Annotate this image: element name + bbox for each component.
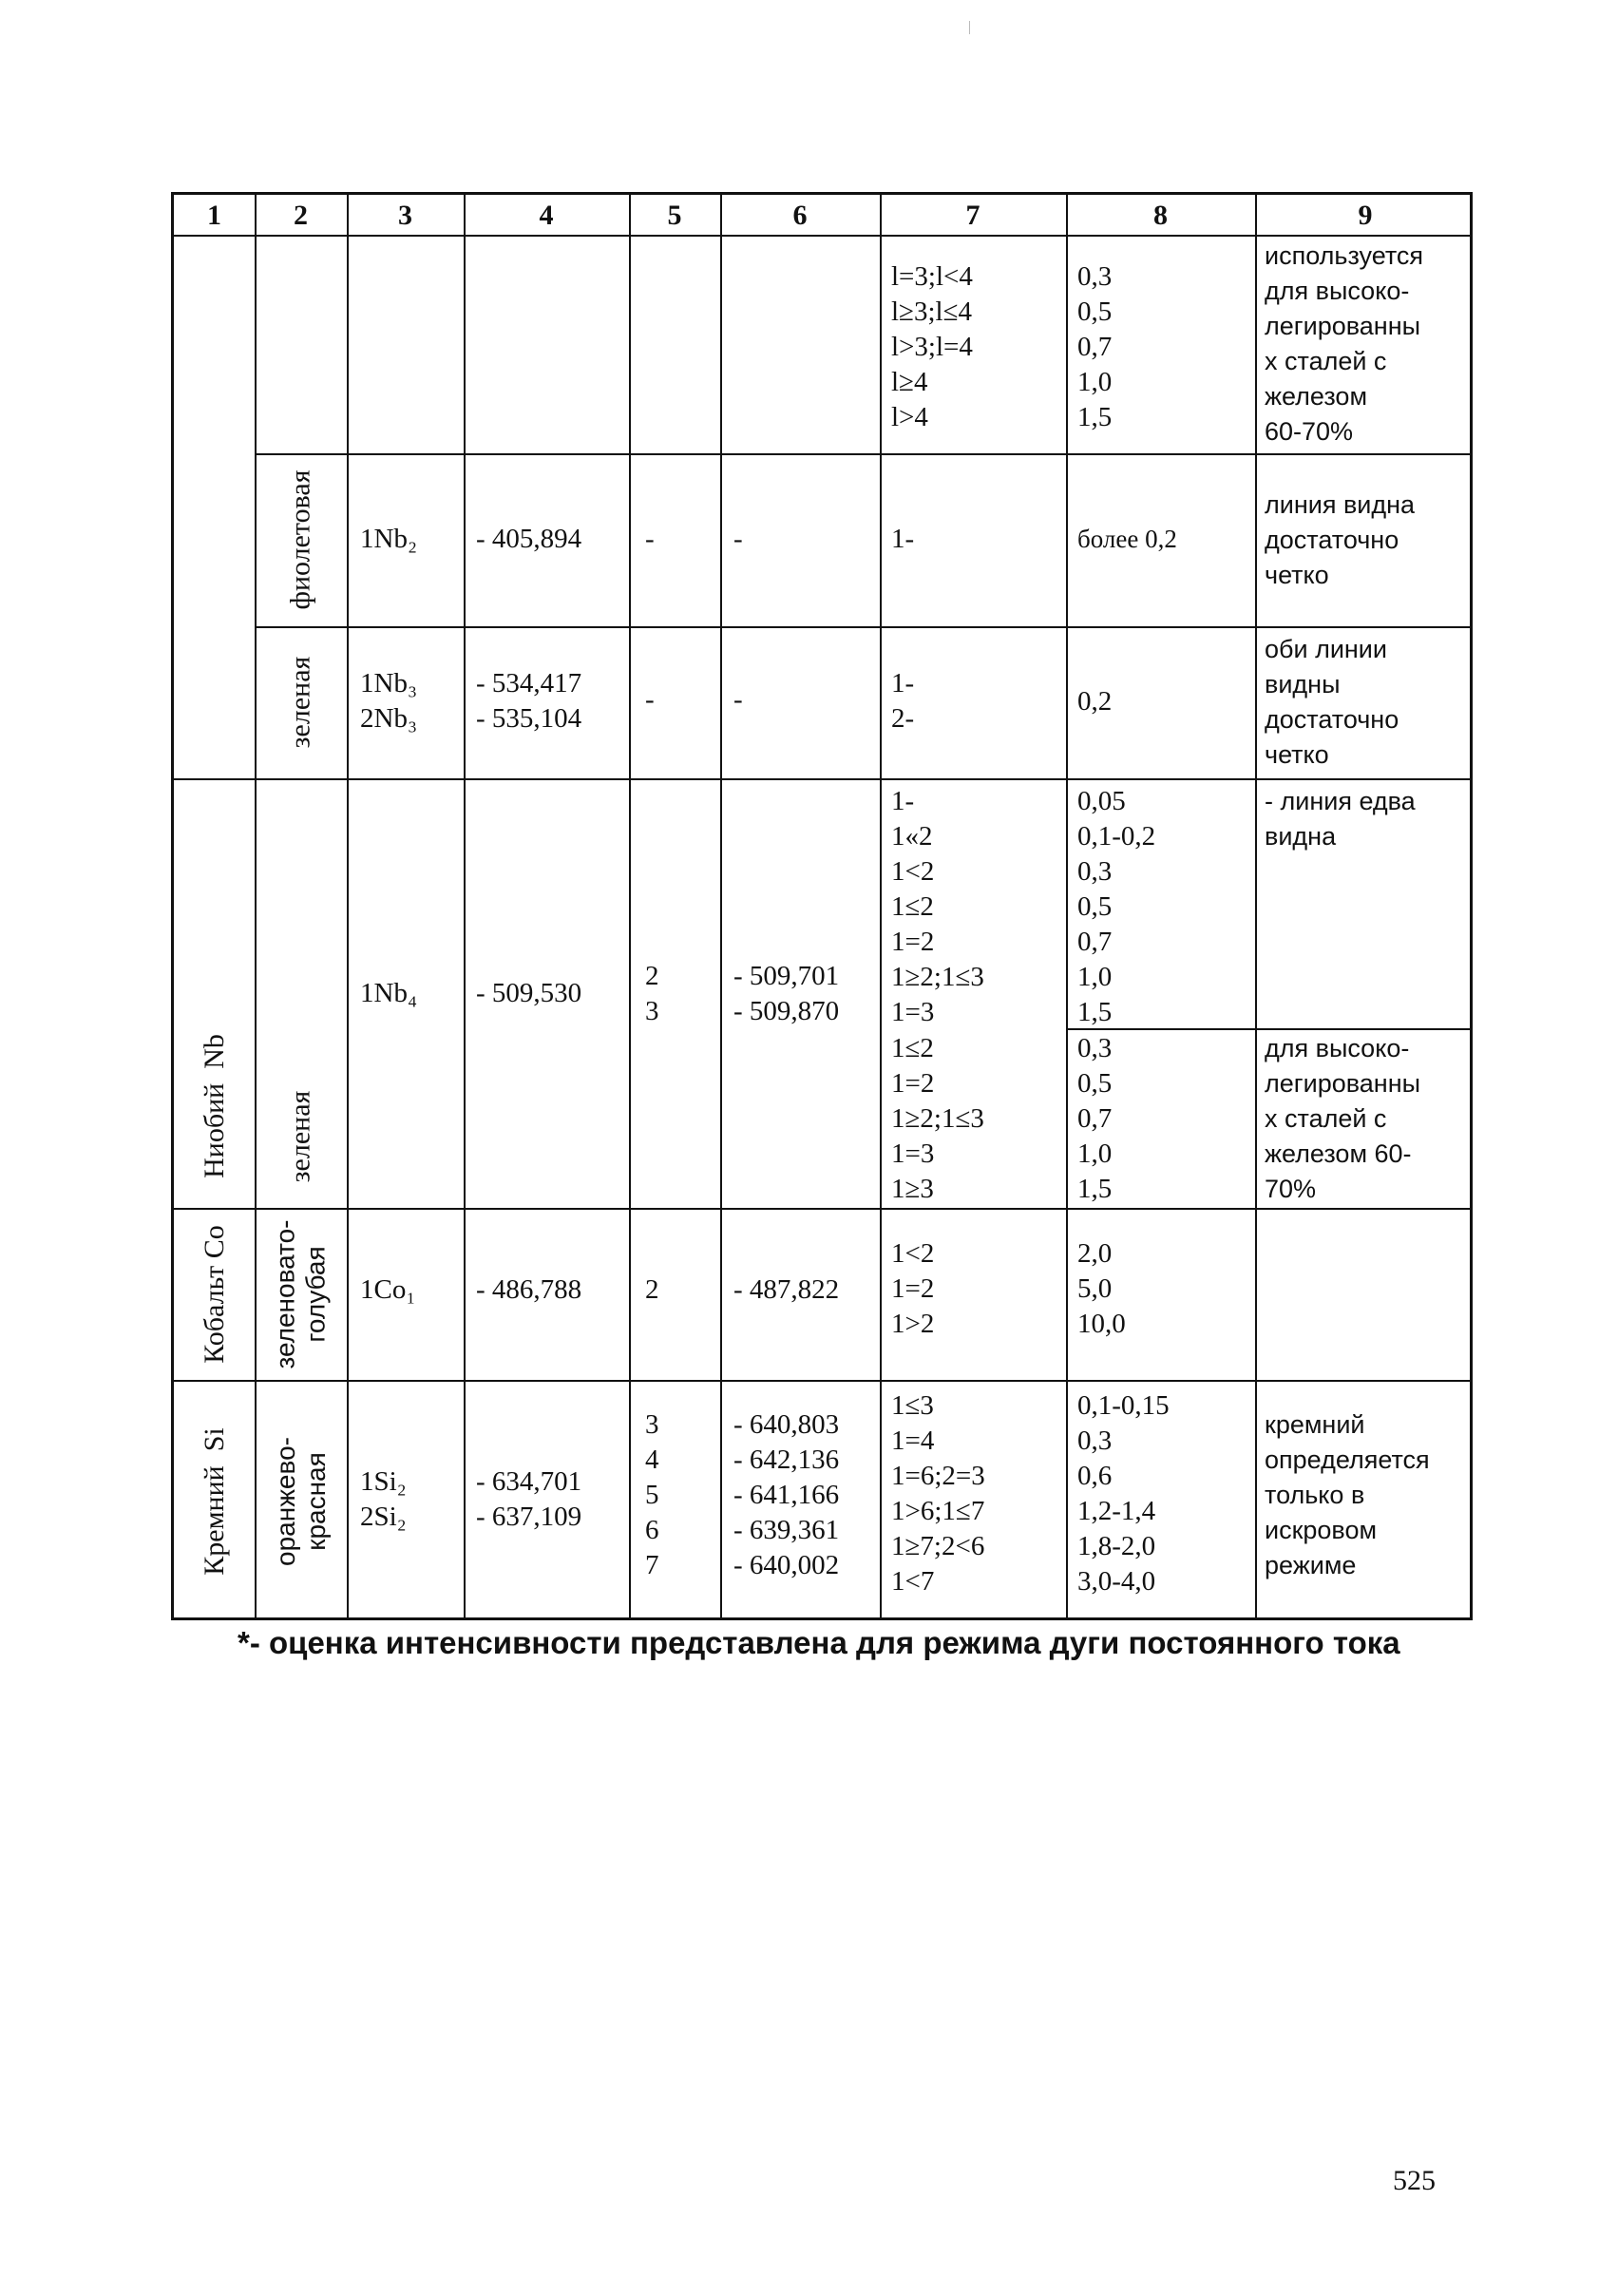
order-cell: 3 4 5 6 7 xyxy=(645,1409,659,1580)
line-label-cell: 1Nb₄ xyxy=(360,978,418,1008)
element-cell: Ниобий Nb xyxy=(198,1034,230,1178)
order-cell: - xyxy=(645,524,655,554)
header-cell-7: 7 xyxy=(965,200,980,231)
col-divider xyxy=(1066,195,1068,1617)
row-divider xyxy=(174,778,1473,780)
row-divider xyxy=(174,1380,1473,1382)
concentration-cell: 0,1-0,15 0,3 0,6 1,2-1,4 1,8-2,0 3,0-4,0 xyxy=(1077,1390,1170,1597)
color-cell: оранжево- красная xyxy=(270,1437,331,1566)
concentration-cell: 0,2 xyxy=(1077,686,1113,717)
col-divider xyxy=(629,195,631,1617)
table-footnote: *- оценка интенсивности представлена для режима дуги постоянного тока xyxy=(238,1625,1400,1660)
note-cell: линия видна достаточно четко xyxy=(1265,490,1416,589)
note-cell: оби линии видны достаточно четко xyxy=(1265,635,1399,769)
note-cell: используется для высоко- легированны х сталей с железом 60-70% xyxy=(1265,241,1424,446)
row-divider xyxy=(255,626,1473,628)
wavelength-cell: - 534,417 - 535,104 xyxy=(476,668,582,734)
row-divider xyxy=(174,1208,1473,1210)
order-cell: 2 xyxy=(645,1274,659,1305)
color-cell: зеленая xyxy=(284,1090,316,1183)
concentration-cell: 2,0 5,0 10,0 xyxy=(1077,1238,1126,1339)
col-divider xyxy=(464,195,466,1617)
comparison-line-cell: - 487,822 xyxy=(733,1274,840,1305)
col-divider xyxy=(720,195,722,1617)
header-cell-4: 4 xyxy=(539,200,554,231)
element-cell: Кремний Si xyxy=(198,1427,230,1576)
spectral-lines-table xyxy=(171,192,1473,1620)
col-divider xyxy=(1255,195,1257,1617)
line-label-cell: 1Co₁ xyxy=(360,1274,416,1305)
element-cell: Кобальт Co xyxy=(198,1224,230,1364)
color-cell: зеленовато- голубая xyxy=(270,1218,331,1369)
concentration-cell: 0,05 0,1-0,2 0,3 0,5 0,7 1,0 1,5 xyxy=(1077,786,1156,1027)
intensity-cell: l=3;l<4 l≥3;l≤4 l>3;l=4 l≥4 l>4 xyxy=(891,261,973,432)
intensity-cell: 1≤3 1=4 1=6;2=3 1>6;1≤7 1≥7;2<6 1<7 xyxy=(891,1390,985,1597)
comparison-line-cell: - xyxy=(733,524,743,554)
row-divider xyxy=(255,453,1473,455)
order-cell: - xyxy=(645,684,655,715)
wavelength-cell: - 634,701 - 637,109 xyxy=(476,1466,582,1532)
wavelength-cell: - 405,894 xyxy=(476,524,582,554)
comparison-line-cell: - 509,701 - 509,870 xyxy=(733,961,840,1026)
note-cell: - линия едва видна xyxy=(1265,787,1416,851)
header-cell-3: 3 xyxy=(398,200,412,231)
wavelength-cell: - 486,788 xyxy=(476,1274,582,1305)
header-cell-9: 9 xyxy=(1358,200,1373,231)
intensity-cell: 1<2 1=2 1>2 xyxy=(891,1238,935,1339)
line-label-cell: 1Nb₃ 2Nb₃ xyxy=(360,668,418,734)
header-cell-5: 5 xyxy=(667,200,682,231)
line-label-cell: 1Nb₂ xyxy=(360,524,418,554)
intensity-cell: 1≤2 1=2 1≥2;1≤3 1=3 1≥3 xyxy=(891,1033,984,1204)
scan-mark xyxy=(969,21,970,34)
comparison-line-cell: - 640,803 - 642,136 - 641,166 - 639,361 - 640,002 xyxy=(733,1409,840,1580)
intensity-cell: 1- xyxy=(891,524,915,554)
concentration-cell: более 0,2 xyxy=(1077,525,1177,553)
comparison-line-cell: - xyxy=(733,684,743,715)
col-divider xyxy=(347,195,349,1617)
wavelength-cell: - 509,530 xyxy=(476,978,582,1008)
header-cell-2: 2 xyxy=(294,200,308,231)
note-cell: кремний определяется только в искровом режиме xyxy=(1265,1410,1430,1579)
intensity-cell: 1- 1«2 1<2 1≤2 1=2 1≥2;1≤3 1=3 xyxy=(891,786,984,1027)
concentration-cell: 0,3 0,5 0,7 1,0 1,5 xyxy=(1077,261,1113,432)
note-cell: для высоко- легированны х сталей с железом 60- 70% xyxy=(1265,1034,1421,1203)
concentration-cell: 0,3 0,5 0,7 1,0 1,5 xyxy=(1077,1033,1113,1204)
page-number: 525 xyxy=(1393,2165,1436,2196)
header-cell-1: 1 xyxy=(207,200,221,231)
intensity-cell: 1- 2- xyxy=(891,668,915,734)
line-label-cell: 1Si₂ 2Si₂ xyxy=(360,1466,407,1532)
header-cell-6: 6 xyxy=(792,200,808,231)
order-cell: 2 3 xyxy=(645,961,659,1026)
color-cell: зеленая xyxy=(284,656,316,749)
header-cell-8: 8 xyxy=(1153,200,1168,231)
col-divider xyxy=(880,195,882,1617)
color-cell: фиолетовая xyxy=(284,469,316,610)
